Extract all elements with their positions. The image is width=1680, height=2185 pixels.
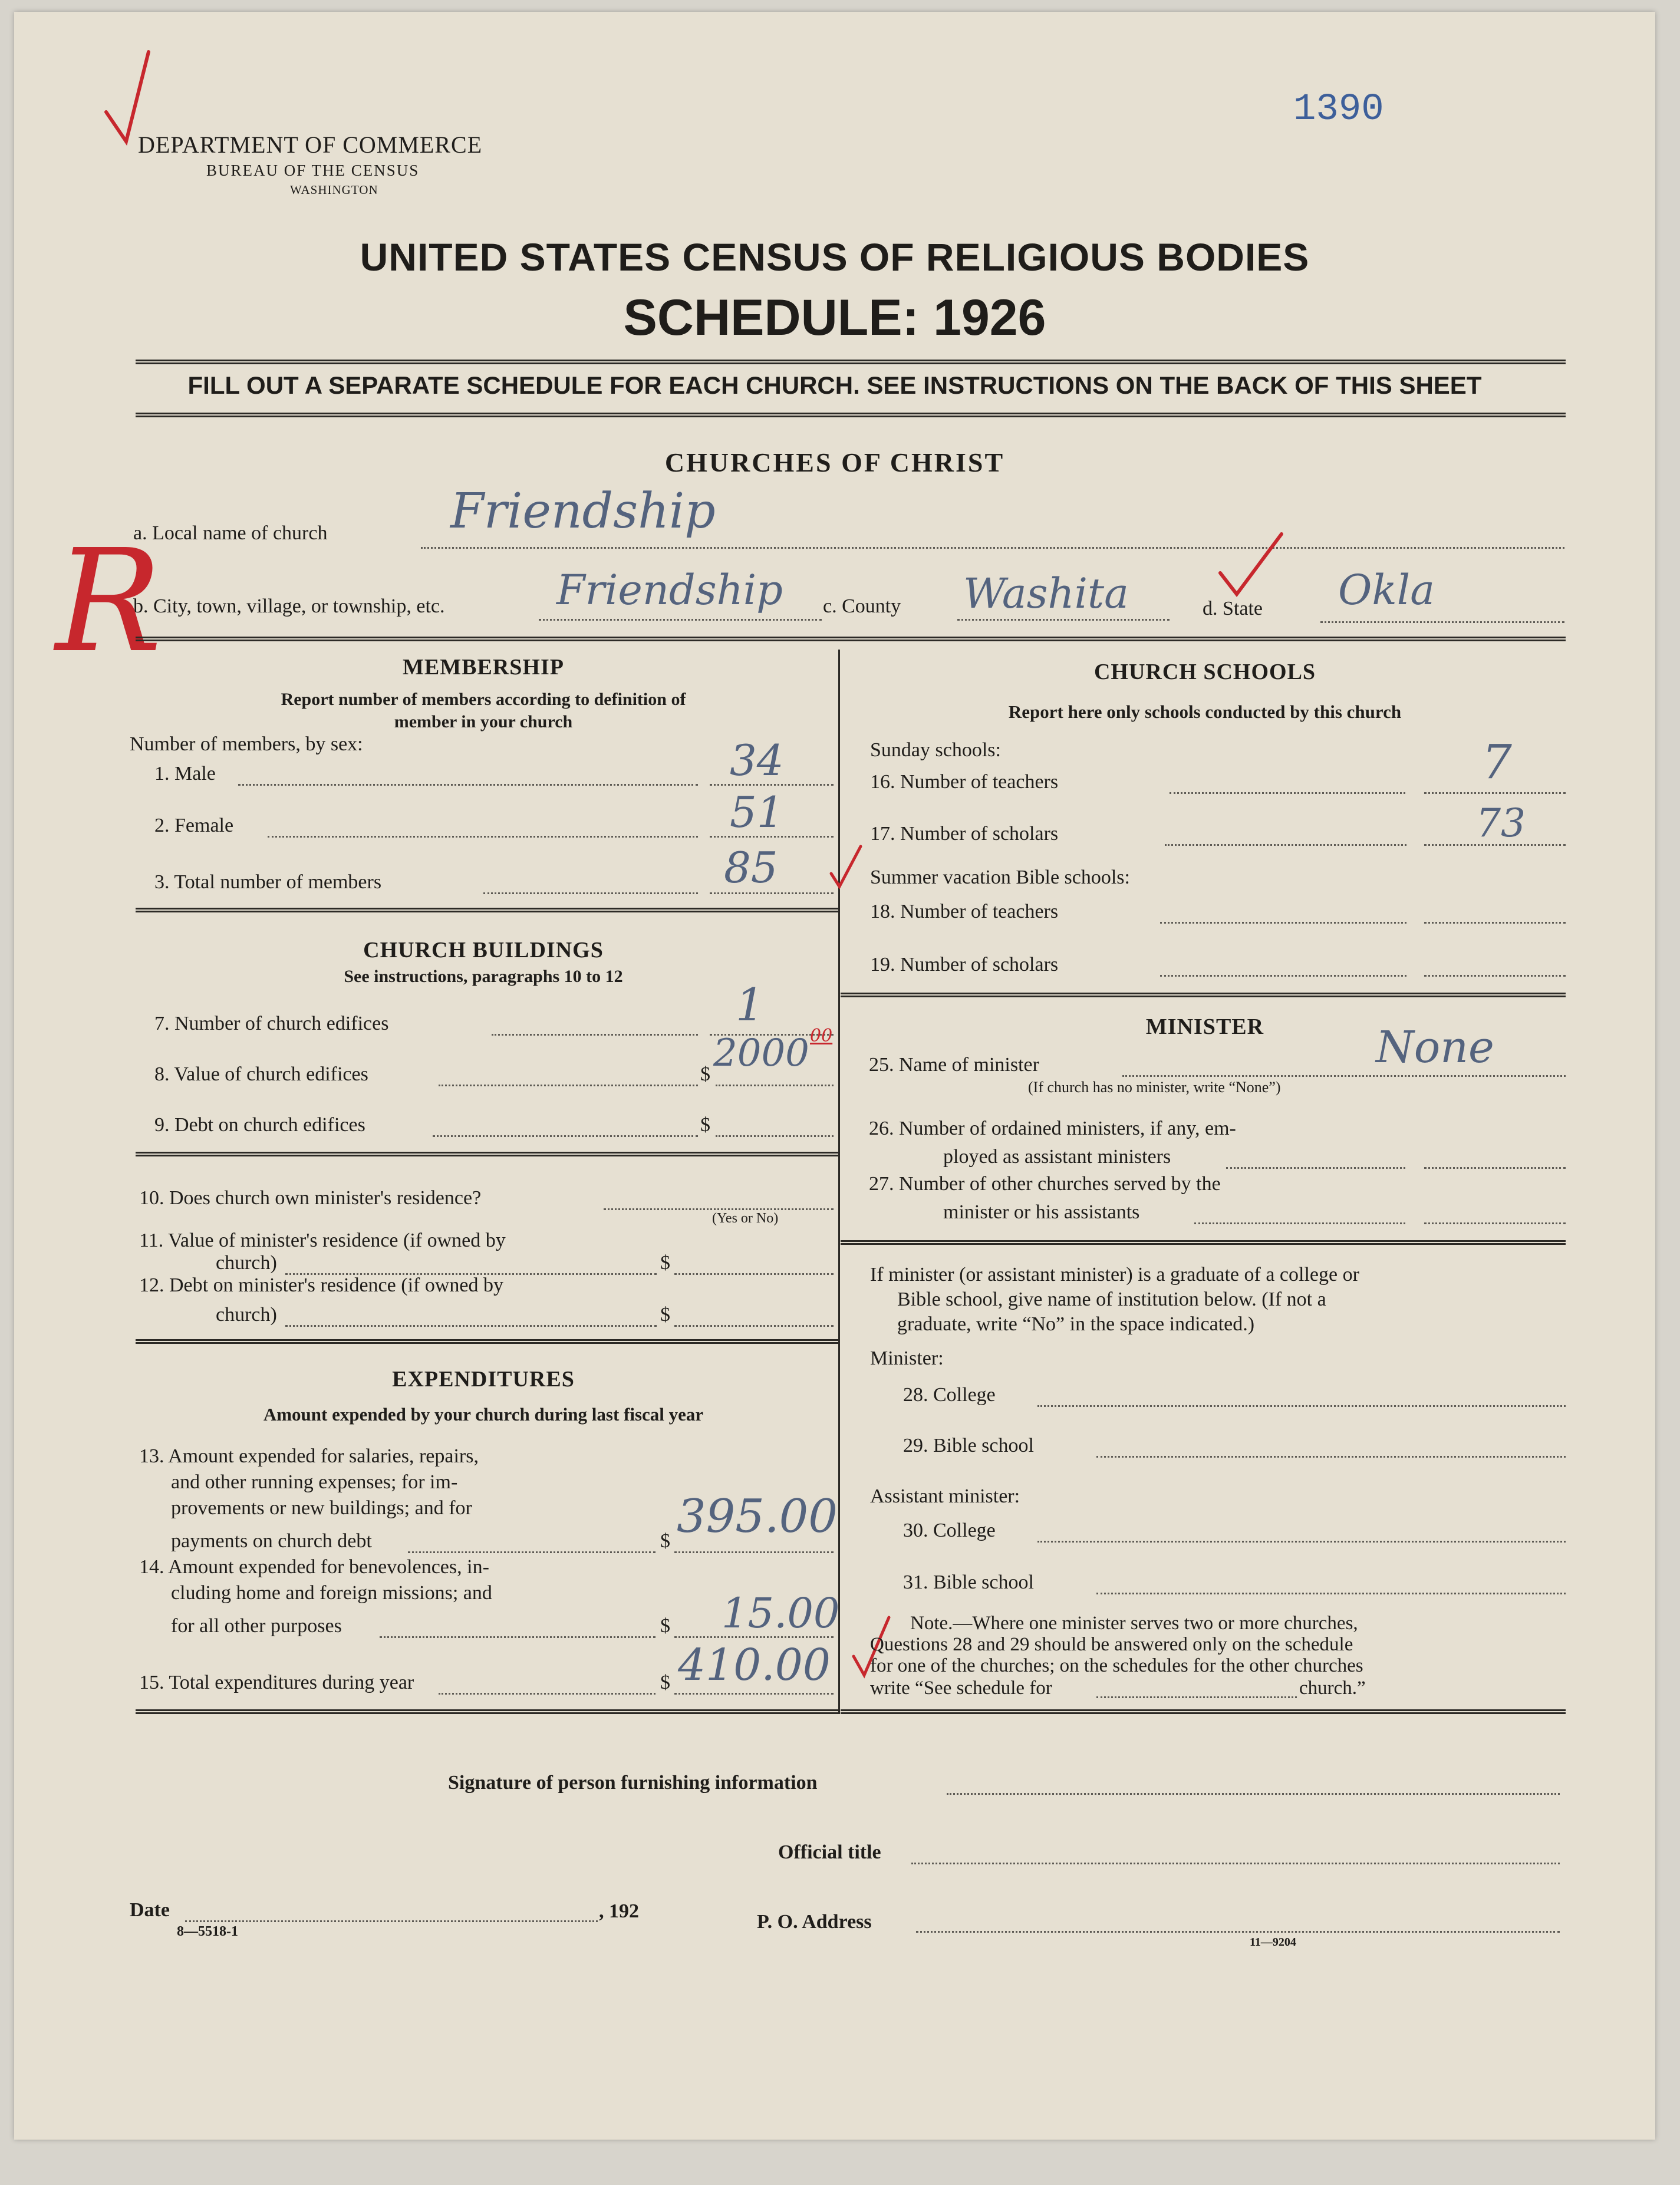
note-line-4a: write “See schedule for (870, 1678, 1052, 1699)
minister-heading: MINISTER (1145, 1014, 1264, 1039)
q3-answer-line (710, 892, 834, 894)
stamp-number: 1390 (1293, 88, 1384, 131)
membership-subtitle-1: Report number of members according to definition of (281, 690, 686, 709)
q3-value[interactable]: 85 (724, 843, 778, 892)
q11-label-1: 11. Value of minister's residence (if owned by (139, 1230, 506, 1251)
q13-answer-line (674, 1551, 834, 1553)
q12-answer-line (674, 1325, 834, 1327)
q11-dollar: $ (660, 1252, 670, 1274)
po-address-label: P. O. Address (757, 1911, 872, 1933)
q8-label: 8. Value of church edifices (154, 1063, 368, 1085)
q9-label: 9. Debt on church edifices (154, 1114, 365, 1136)
q8-value[interactable]: 2000 (713, 1031, 809, 1075)
q1-label: 1. Male (154, 763, 216, 785)
state-line (1320, 621, 1564, 623)
q14-dollar: $ (660, 1615, 670, 1637)
date-label: Date (130, 1899, 170, 1921)
q11-label-2: church) (216, 1252, 277, 1274)
signature-label: Signature of person furnishing information (448, 1772, 818, 1794)
sunday-schools-label: Sunday schools: (870, 739, 1001, 761)
q2-label: 2. Female (154, 815, 234, 836)
q28-line (1037, 1405, 1566, 1407)
q14-value[interactable]: 15.00 (722, 1589, 840, 1637)
denomination-name: CHURCHES OF CHRIST (664, 447, 1005, 477)
graduate-note-3: graduate, write “No” in the space indicated.) (897, 1313, 1255, 1335)
q15-line (439, 1693, 655, 1695)
signature-line[interactable] (947, 1793, 1560, 1795)
q1-line (238, 784, 698, 786)
q15-value[interactable]: 410.00 (678, 1640, 831, 1690)
q2-value[interactable]: 51 (730, 787, 784, 837)
assistant-minister-sublabel: Assistant minister: (870, 1485, 1020, 1507)
q8-dollar: $ (700, 1063, 710, 1085)
q27-label-1: 27. Number of other churches served by the (869, 1173, 1221, 1195)
q27-label-2: minister or his assistants (943, 1201, 1140, 1223)
county-line (957, 619, 1170, 621)
schools-rule (841, 993, 1566, 997)
buildings-rule-b (136, 1339, 838, 1344)
city-label: b. City, town, village, or township, etc. (133, 595, 445, 617)
po-address-line[interactable] (916, 1931, 1560, 1933)
buildings-rule-a (136, 1152, 838, 1156)
q7-label: 7. Number of church edifices (154, 1013, 389, 1034)
q10-hint: (Yes or No) (712, 1211, 779, 1226)
note-line-2: Questions 28 and 29 should be answered only on the schedule (870, 1634, 1353, 1655)
q1-value[interactable]: 34 (730, 736, 784, 785)
form-title: UNITED STATES CENSUS OF RELIGIOUS BODIES (360, 235, 1310, 279)
q3-line (483, 892, 698, 894)
form-subtitle: SCHEDULE: 1926 (623, 289, 1046, 346)
q12-dollar: $ (660, 1304, 670, 1326)
q27-answer-line (1424, 1222, 1566, 1224)
q17-line (1165, 844, 1406, 846)
date-year: , 192 (599, 1900, 639, 1922)
official-title-line[interactable] (911, 1863, 1560, 1864)
form-number: 8—5518-1 (177, 1924, 238, 1939)
q14-line (380, 1636, 655, 1638)
q16-answer-line (1424, 792, 1566, 794)
print-number: 11—9204 (1250, 1936, 1296, 1949)
schools-subtitle: Report here only schools conducted by this church (1008, 701, 1402, 722)
q25-label: 25. Name of minister (869, 1054, 1039, 1076)
q17-label: 17. Number of scholars (870, 823, 1059, 845)
state-value[interactable]: Okla (1338, 566, 1435, 614)
expenditures-heading: EXPENDITURES (392, 1367, 575, 1392)
note-line-4b: church.” (1299, 1678, 1366, 1699)
q8-answer-line (716, 1085, 834, 1086)
check-mark-icon (829, 844, 864, 894)
q8-cents: 00 (810, 1026, 833, 1046)
q12-label-1: 12. Debt on minister's residence (if owned by (139, 1274, 503, 1296)
q15-dollar: $ (660, 1672, 670, 1693)
q10-line (604, 1208, 834, 1210)
expenditures-subtitle: Amount expended by your church during last fiscal year (263, 1404, 704, 1425)
q26-answer-line (1424, 1167, 1566, 1169)
q11-answer-line (674, 1273, 834, 1275)
q19-label: 19. Number of scholars (870, 954, 1059, 975)
q8-line (439, 1085, 698, 1086)
q15-answer-line (674, 1693, 834, 1695)
graduate-note-1: If minister (or assistant minister) is a graduate of a college or (870, 1264, 1359, 1286)
q16-label: 16. Number of teachers (870, 771, 1059, 793)
date-line[interactable] (185, 1920, 598, 1922)
q29-label: 29. Bible school (903, 1435, 1034, 1456)
q18-answer-line (1424, 922, 1566, 924)
q13-value[interactable]: 395.00 (677, 1490, 838, 1543)
q13-dollar: $ (660, 1530, 670, 1552)
q30-label: 30. College (903, 1520, 996, 1541)
census-schedule-sheet (14, 12, 1655, 2140)
local-name-value[interactable]: Friendship (450, 483, 716, 539)
note-line-1: Note.—Where one minister serves two or more churches, (910, 1613, 1358, 1634)
q9-line (433, 1135, 698, 1137)
q14-label-3: for all other purposes (171, 1615, 342, 1637)
check-mark-icon (103, 47, 156, 150)
bureau-name: BUREAU OF THE CENSUS (206, 162, 420, 179)
buildings-heading: CHURCH BUILDINGS (363, 938, 604, 963)
q14-label-2: cluding home and foreign missions; and (171, 1582, 492, 1604)
q13-label-2: and other running expenses; for im- (171, 1471, 458, 1493)
minister-rule (841, 1240, 1566, 1245)
q27-line (1194, 1222, 1405, 1224)
department-name: DEPARTMENT OF COMMERCE (138, 131, 483, 158)
header-rule (136, 360, 1566, 364)
q9-answer-line (716, 1135, 834, 1137)
q10-label: 10. Does church own minister's residence? (139, 1187, 482, 1209)
fill-out-instruction: FILL OUT A SEPARATE SCHEDULE FOR EACH CHURCH. SEE INSTRUCTIONS ON THE BACK OF THIS SHEET (187, 371, 1482, 399)
membership-heading: MEMBERSHIP (403, 655, 564, 680)
local-name-line (421, 547, 1564, 549)
q12-label-2: church) (216, 1304, 277, 1326)
q13-line (408, 1551, 655, 1553)
q15-label: 15. Total expenditures during year (139, 1672, 414, 1693)
margin-letter: R (55, 519, 162, 684)
county-value[interactable]: Washita (963, 569, 1129, 618)
q13-label-3: provements or new buildings; and for (171, 1497, 472, 1519)
county-label: c. County (823, 595, 901, 617)
note-church-line (1096, 1696, 1297, 1698)
q9-dollar: $ (700, 1114, 710, 1136)
q7-line (492, 1034, 698, 1036)
right-bottom-rule (841, 1709, 1566, 1714)
q19-line (1160, 975, 1406, 977)
q14-label-1: 14. Amount expended for benevolences, in- (139, 1556, 489, 1578)
q16-value[interactable]: 7 (1482, 734, 1512, 789)
q17-value[interactable]: 73 (1476, 800, 1526, 846)
q28-label: 28. College (903, 1384, 996, 1406)
graduate-note-2: Bible school, give name of institution below. (If not a (897, 1288, 1326, 1310)
column-divider (838, 650, 840, 1714)
q26-label-2: ployed as assistant ministers (943, 1146, 1171, 1168)
membership-rule (136, 908, 838, 912)
buildings-subtitle: See instructions, paragraphs 10 to 12 (344, 967, 623, 986)
q2-line (268, 836, 698, 838)
q26-label-1: 26. Number of ordained ministers, if any, em- (869, 1118, 1236, 1139)
summer-schools-label: Summer vacation Bible schools: (870, 866, 1130, 888)
note-line-3: for one of the churches; on the schedules for the other churches (870, 1655, 1363, 1676)
check-mark-icon (1217, 530, 1287, 604)
q26-line (1226, 1167, 1405, 1169)
members-by-sex-label: Number of members, by sex: (130, 733, 363, 755)
q30-line (1037, 1541, 1566, 1543)
schools-heading: CHURCH SCHOOLS (1093, 660, 1316, 684)
bureau-city: WASHINGTON (290, 183, 378, 197)
q25-hint: (If church has no minister, write “None”) (1028, 1079, 1281, 1096)
q18-line (1160, 922, 1406, 924)
q13-label-4: payments on church debt (171, 1530, 372, 1552)
city-line (539, 619, 822, 621)
local-name-label: a. Local name of church (133, 522, 328, 544)
q29-line (1096, 1456, 1566, 1458)
q31-line (1096, 1593, 1566, 1594)
q12-line (285, 1325, 657, 1327)
state-label: d. State (1203, 598, 1263, 619)
q7-value[interactable]: 1 (736, 978, 765, 1031)
city-value[interactable]: Friendship (556, 566, 783, 614)
q19-answer-line (1424, 975, 1566, 977)
official-title-label: Official title (778, 1841, 881, 1863)
q16-line (1170, 792, 1405, 794)
membership-subtitle-2: member in your church (394, 712, 573, 731)
q25-line (1122, 1075, 1566, 1077)
q31-label: 31. Bible school (903, 1571, 1034, 1593)
q25-value[interactable]: None (1376, 1022, 1494, 1073)
q3-label: 3. Total number of members (154, 871, 382, 893)
minister-sublabel: Minister: (870, 1347, 944, 1369)
identity-rule (136, 637, 1566, 641)
left-bottom-rule (136, 1709, 838, 1714)
instruction-rule (136, 413, 1566, 417)
q18-label: 18. Number of teachers (870, 901, 1059, 922)
q13-label-1: 13. Amount expended for salaries, repairs, (139, 1445, 479, 1467)
